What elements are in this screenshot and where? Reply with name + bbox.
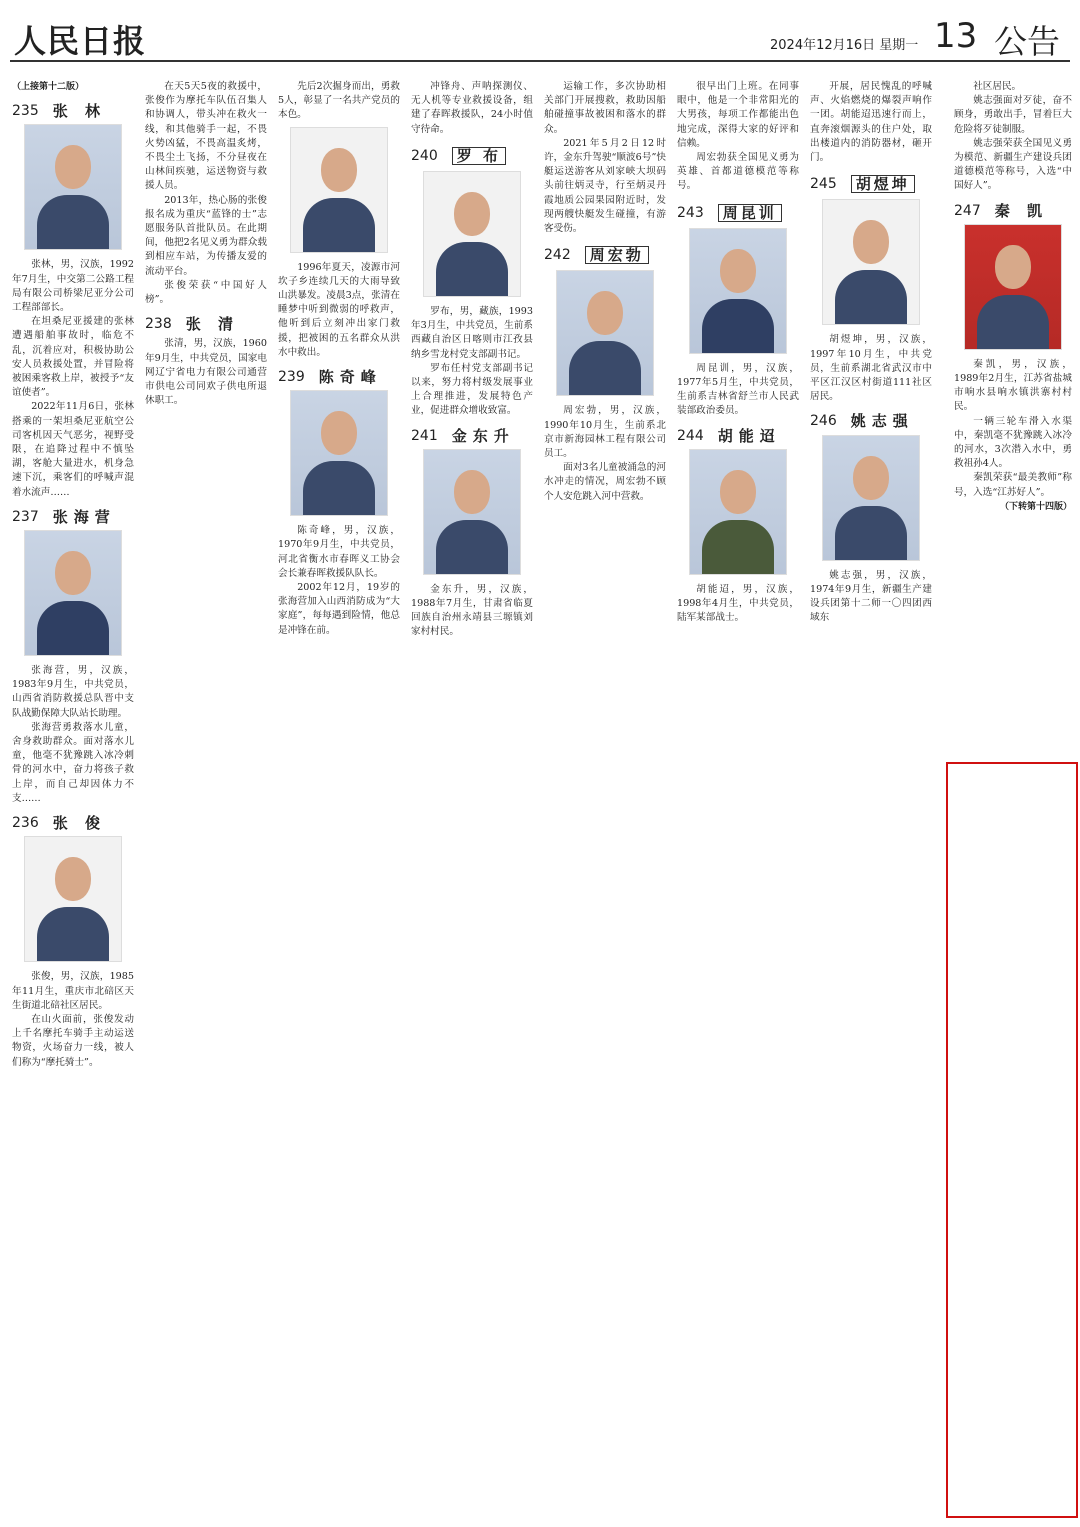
bio-text: 1996年夏天，凌源市河坎子乡连续几天的大雨导致山洪暴发。凌晨3点，张清在睡梦中听到微弱的呼救声，他听到后立刻冲出家门救援，把被困的五名群众从洪水中救出。	[278, 261, 400, 358]
entry-name: 张 林	[52, 102, 106, 121]
bio-text: 社区居民。	[973, 81, 1022, 92]
column-1	[12, 80, 134, 1520]
column-3	[278, 80, 400, 1520]
entry-header-240	[411, 147, 533, 165]
entry-header-239	[278, 368, 400, 387]
bio-text: 周昆训，男，汉族，1977年5月生，中共党员，生前系吉林省舒兰市人民武装部政治委员。	[677, 362, 799, 417]
entry-number: 242	[544, 247, 571, 264]
entry-header-241	[411, 426, 533, 445]
entry-name: 张 俊	[52, 814, 106, 833]
bio-text: 金东升，男，汉族，1988年7月生，甘肃省临夏回族自治州永靖县三塬镇刘家村村民。	[411, 583, 533, 638]
column-2	[145, 80, 267, 1520]
entry-name: 张 清	[185, 315, 239, 334]
entry-name: 周宏勃	[585, 246, 649, 264]
column-4	[411, 80, 533, 1520]
entry-number: 241	[411, 427, 438, 444]
bio-text: 面对3名儿童被涌急的河水冲走的情况，周宏勃不顾个人安危跳入河中营救。	[544, 462, 666, 502]
entry-number: 236	[12, 815, 39, 832]
bio-text: 姚志强荣获全国见义勇为模范、新疆生产建设兵团道德模范等称号，入选“中国好人”。	[954, 137, 1072, 192]
bio-text: 张清，男，汉族，1960年9月生，中共党员，国家电网辽宁省电力有限公司通营市供电公司同欢子供电所退休职工。	[145, 338, 267, 407]
entry-number: 245	[810, 176, 837, 193]
bio-text: 周宏勃，男，汉族，1990年10月生，生前系北京市新海园林工程有限公司员工。	[544, 405, 666, 460]
entry-header-238	[145, 315, 267, 334]
entry-name: 罗 布	[452, 147, 506, 165]
portrait-luo-bu	[423, 171, 521, 297]
entry-number: 247	[954, 202, 981, 219]
entry-name: 秦 凯	[994, 201, 1048, 220]
bio-text: 张俊荣获“中国好人榜”。	[145, 279, 267, 306]
bio-text: 很早出门上班。在同事眼中，他是一个非常阳光的大男孩，每项工作都能出色地完成，深得大家的好评和信赖。	[677, 81, 799, 149]
entry-header-236	[12, 814, 134, 833]
bio-text: 周宏勃获全国见义勇为英雄、首都道德模范等称号。	[677, 152, 799, 192]
bio-text: 2021年5月2日12时许，金东升驾驶“顺波6号”快艇运送游客从刘家峡大坝码头前往炳灵寺，行至炳灵丹霞地质公园果园附近时，发现两艘快艇发生碰撞，有游客受伤。	[544, 137, 666, 235]
bio-text: 运输工作，多次协助相关部门开展搜救，救助因船舶碰撞事故被困和落水的群众。	[544, 81, 666, 135]
entry-name: 姚志强	[850, 412, 914, 431]
bio-text: 秦凯，男，汉族，1989年2月生，江苏省盐城市响水县响水镇洪寨村村民。	[954, 358, 1072, 413]
highlight-box	[946, 762, 1078, 1518]
portrait-zhang-qing	[290, 127, 388, 253]
portrait-hu-nengtiao	[689, 449, 787, 575]
portrait-hu-yukun	[822, 199, 920, 325]
entry-name: 陈奇峰	[318, 368, 382, 387]
portrait-yao-zhiqiang	[822, 435, 920, 561]
masthead	[10, 10, 1070, 62]
portrait-zhang-haiying	[24, 530, 122, 656]
entry-name: 周昆训	[718, 204, 782, 222]
bio-text: 姚志强，男，汉族，1974年9月生，新疆生产建设兵团第十二师一〇四团西域东	[810, 569, 932, 624]
entry-header-242	[544, 246, 666, 264]
bio-text: 张林，男，汉族，1992年7月生，中交第二公路工程局有限公司桥梁尼亚分公司工程部部长。	[12, 259, 134, 314]
entry-name: 张海营	[52, 507, 116, 526]
page-number: 13	[934, 16, 978, 56]
bio-text: 秦凯荣获“最美教师”称号，入选“江苏好人”。	[954, 472, 1072, 498]
entry-number: 243	[677, 204, 704, 221]
bio-text: 2002年12月，19岁的张海营加入山西消防成为“大家庭”，每每遇到险情，他总是冲锋在前。	[278, 582, 400, 636]
bio-text: 2013年，热心肠的张俊报名成为重庆“蓝锋的士”志愿服务队首批队员。在此期间，他把2名见义勇为群众载到相应车站，为传播友爱的流动平台。	[145, 194, 267, 277]
bio-text: 张海营勇救落水儿童，舍身救助群众。面对落水儿童，他毫不犹豫跳入冰冷刺骨的河水中，奋力将孩子救上岸，而自己却因体力不支……	[12, 721, 134, 804]
entry-number: 237	[12, 508, 39, 525]
bio-text: 2022年11月6日，张林搭乘的一架坦桑尼亚航空公司客机因天气恶劣，视野受限，在追降过程中不慎坠湖，客舱大量进水，机身急速下沉，乘客们的呼喊声混着水流声……	[12, 401, 134, 498]
column-5	[544, 80, 666, 1520]
bio-text: 先后2次掘身而出，勇救5人，彰显了一名共产党员的本色。	[278, 81, 400, 121]
bio-text: 胡煜坤，男，汉族，1997年10月生，中共党员，生前系湖北省武汉市中平区江汉区村街道111社区居民。	[810, 334, 932, 403]
portrait-chen-qifeng	[290, 390, 388, 516]
bio-text: 开展，居民愧乱的呼喊声、火焰燃烧的爆裂声响作一团。胡能迢迅速行而上，直奔滚烟源头的住户处，取出楼道内的消防器材，砸开门。	[810, 81, 932, 164]
entry-header-247	[954, 201, 1072, 220]
issue-date: 2024年12月16日 星期一	[770, 38, 919, 53]
entry-header-243	[677, 204, 799, 222]
bio-text: 张俊，男，汉族，1985年11月生，重庆市北碚区天生街道北碚社区居民。	[12, 971, 134, 1011]
entry-number: 244	[677, 427, 704, 444]
bio-text: 罗布任村党支部副书记以来，努力将村级发展事业上合理推进，发展特色产业，促进群众增收致富。	[411, 362, 533, 417]
portrait-jin-dongsheng	[423, 449, 521, 575]
entry-number: 235	[12, 103, 39, 120]
portrait-zhang-lin	[24, 124, 122, 250]
bio-text: 在天5天5夜的救援中，张俊作为摩托车队伍召集人和协调人，带头冲在救火一线，和其他骑手一起，不畏火势凶猛，不畏高温炙烤，不畏尘土飞扬，不分昼夜在山林间疾驰，运送物资与救援人员。	[145, 81, 267, 192]
bio-text: 一辆三轮车滑入水渠中，秦凯毫不犹豫跳入冰冷的河水，3次潜入水中，勇救祖孙4人。	[954, 415, 1072, 470]
portrait-zhou-kunxun	[689, 228, 787, 354]
entry-name: 胡能迢	[717, 426, 781, 445]
bio-text: 在山火面前，张俊发动上千名摩托车骑手主动运送物资，火场奋力一线，被人们称为“摩托骑士”。	[12, 1013, 134, 1068]
bio-text: 胡能迢，男，汉族，1998年4月生，中共党员，陆军某部战士。	[677, 583, 799, 624]
portrait-zhang-jun	[24, 836, 122, 962]
portrait-qin-kai	[964, 224, 1062, 350]
entry-header-235	[12, 102, 134, 121]
bio-text: 姚志强面对歹徒，奋不顾身，勇敢出手，冒着巨大危险将歹徒制服。	[954, 95, 1072, 135]
entry-header-237	[12, 507, 134, 526]
entry-header-245	[810, 175, 932, 193]
portrait-zhou-hongbo	[556, 270, 654, 396]
entry-number: 239	[278, 369, 305, 386]
bio-text: 陈奇峰，男，汉族，1970年9月生，中共党员，河北省衡水市春晖义工协会会长兼春晖救援队队长。	[278, 525, 400, 579]
section-title: 公告	[994, 22, 1060, 61]
newspaper-logo: 人民日报	[14, 22, 147, 60]
continuation-note: （上接第十二版）	[12, 82, 85, 92]
entry-number: 238	[145, 316, 172, 333]
column-7	[810, 80, 932, 1520]
entry-number: 246	[810, 413, 837, 430]
bio-text: 冲锋舟、声呐探测仪、无人机等专业救援设备，组建了春晖救援队，24小时值守待命。	[411, 81, 533, 135]
bio-text: 罗布，男，藏族，1993年3月生，中共党员，生前系西藏自治区日喀则市江孜县纳乡雪龙村党支部副书记。	[411, 306, 533, 360]
entry-header-246	[810, 412, 932, 431]
entry-name: 胡煜坤	[851, 175, 915, 193]
bio-text: 在坦桑尼亚援建的张林遭遇船舶事故时，临危不乱，沉着应对，积极协助公安人员救援处置，并冒险将被困乘客救上岸，被授予“友谊使者”。	[12, 316, 134, 399]
column-6	[677, 80, 799, 1520]
continuation-note: （下转第十四版）	[999, 501, 1072, 512]
bio-text: 张海营，男，汉族，1983年9月生，中共党员，山西省消防救援总队晋中支队战勤保障大队站长助理。	[12, 665, 134, 719]
entry-number: 240	[411, 147, 438, 164]
entry-header-244	[677, 426, 799, 445]
entry-name: 金东升	[451, 426, 515, 445]
